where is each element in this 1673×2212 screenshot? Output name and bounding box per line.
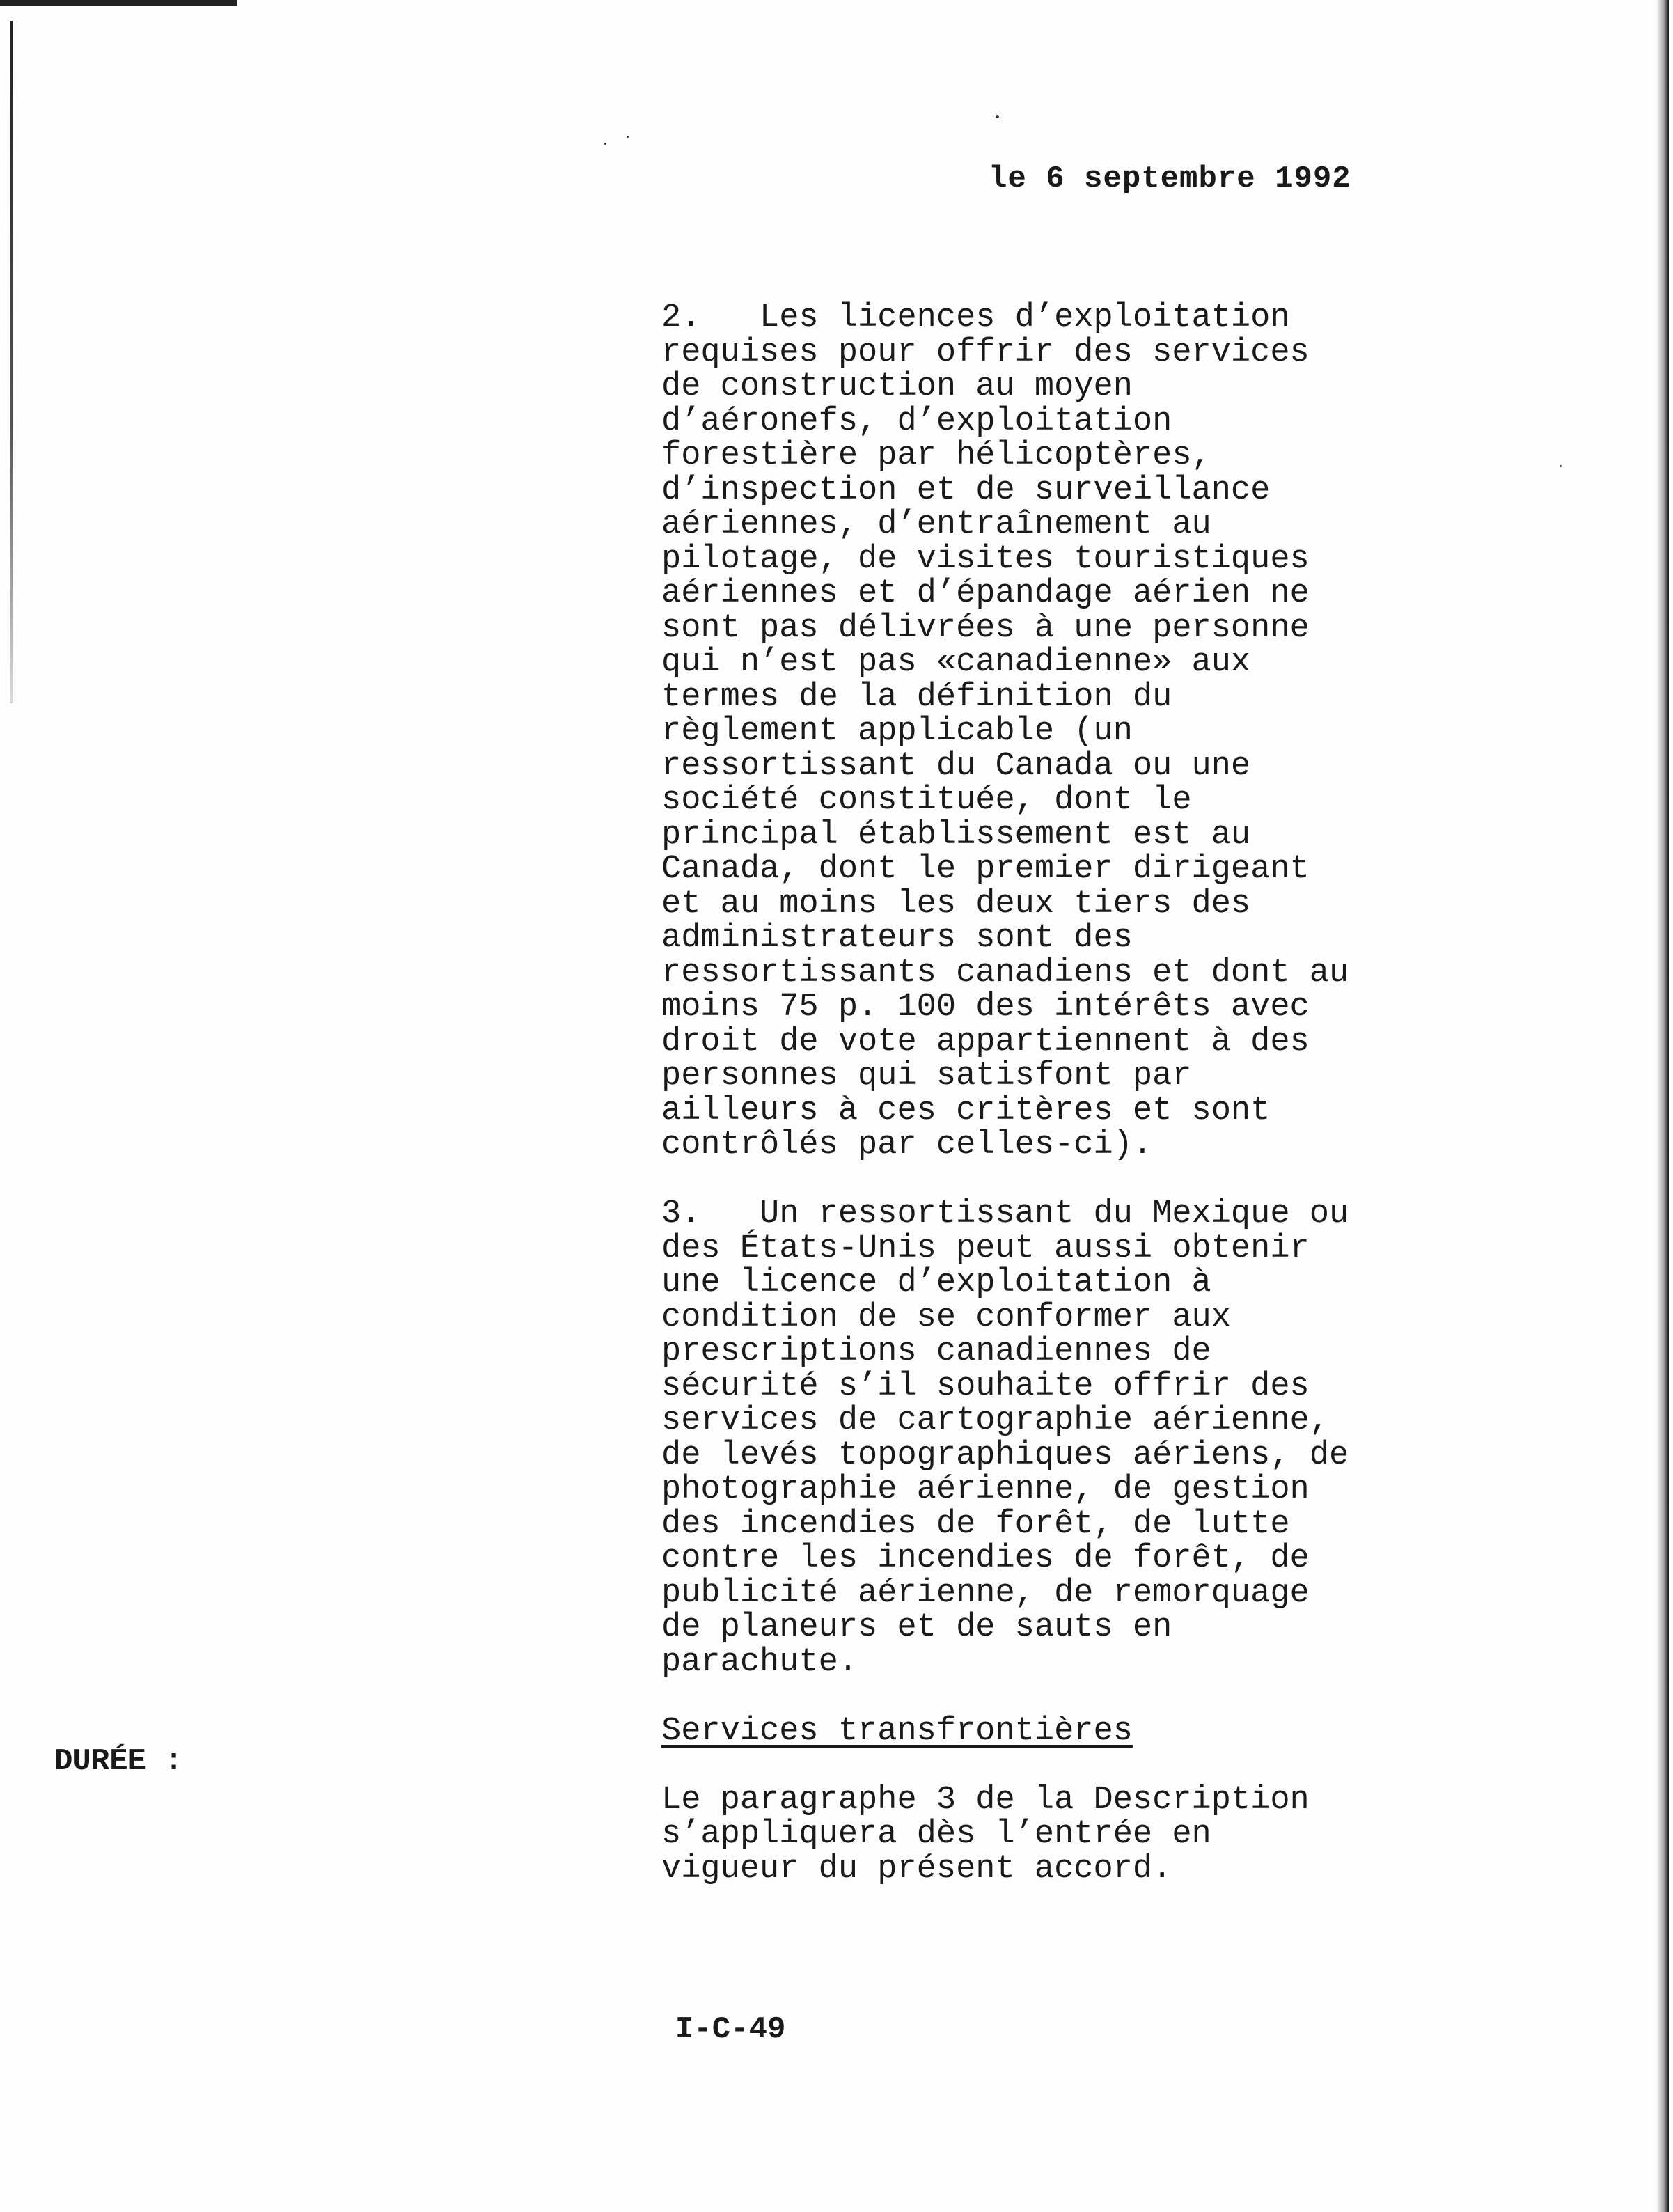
text-line: 2. Les licences d’exploitation: [661, 299, 1290, 336]
scan-speck: [604, 143, 606, 145]
text-line: condition de se conformer aux: [661, 1299, 1231, 1336]
main-text-column: [661, 301, 1427, 1921]
text-line: règlement applicable (un: [661, 713, 1133, 750]
text-line: services de cartographie aérienne,: [661, 1402, 1329, 1439]
text-line: des incendies de forêt, de lutte: [661, 1505, 1290, 1543]
text-line: contrôlés par celles-ci).: [661, 1127, 1153, 1163]
scan-speck: [996, 115, 999, 118]
duration-label: DURÉE :: [54, 1744, 183, 1779]
text-line: et au moins les deux tiers des: [661, 885, 1251, 923]
text-line: qui n’est pas «canadienne» aux: [661, 644, 1251, 681]
text-line: sont pas délivrées à une personne: [661, 609, 1310, 647]
text-line: Canada, dont le premier dirigeant: [661, 851, 1310, 888]
text-line: prescriptions canadiennes de: [661, 1333, 1211, 1370]
text-line: société constituée, dont le: [661, 782, 1192, 819]
text-line: aériennes, d’entraînement au: [661, 506, 1211, 543]
text-line: de planeurs et de sauts en: [661, 1609, 1172, 1646]
duration-section: [661, 1714, 1427, 1887]
text-line: principal établissement est au: [661, 816, 1251, 854]
text-line: aériennes et d’épandage aérien ne: [661, 575, 1310, 612]
text-line: de construction au moyen: [661, 368, 1133, 405]
scan-speck: [1560, 465, 1562, 467]
scan-speck: [627, 136, 629, 138]
text-line: personnes qui satisfont par: [661, 1058, 1192, 1095]
text-line: s’appliquera dès l’entrée en: [661, 1816, 1211, 1853]
scan-artifact-top: [0, 0, 237, 6]
text-line: moins 75 p. 100 des intérêts avec: [661, 989, 1310, 1026]
text-line: une licence d’exploitation à: [661, 1264, 1211, 1301]
text-line: d’inspection et de surveillance: [661, 471, 1271, 509]
text-line: ressortissants canadiens et dont au: [661, 954, 1349, 991]
text-line: parachute.: [661, 1643, 858, 1681]
text-line: droit de vote appartiennent à des: [661, 1023, 1310, 1060]
text-line: de levés topographiques aériens, de: [661, 1436, 1349, 1474]
text-line: 3. Un ressortissant du Mexique ou: [661, 1195, 1349, 1232]
scan-artifact-left: [10, 21, 13, 703]
page-number: I-C-49: [675, 2012, 786, 2047]
text-line: ressortissant du Canada ou une: [661, 747, 1251, 785]
text-line: termes de la définition du: [661, 678, 1172, 716]
text-line: contre les incendies de forêt, de: [661, 1540, 1310, 1577]
section-heading: Services transfrontières: [661, 1712, 1133, 1750]
text-line: ailleurs à ces critères et sont: [661, 1092, 1271, 1129]
document-date: le 6 septembre 1992: [989, 162, 1351, 196]
text-line: publicité aérienne, de remorquage: [661, 1574, 1310, 1612]
text-line: vigueur du présent accord.: [661, 1850, 1172, 1888]
text-line: forestière par hélicoptères,: [661, 437, 1211, 474]
text-line: requises pour offrir des services: [661, 334, 1310, 371]
text-line: Le paragraphe 3 de la Description: [661, 1781, 1310, 1819]
text-line: d’aéronefs, d’exploitation: [661, 402, 1172, 440]
paragraph-3: [661, 1197, 1427, 1679]
scan-artifact-right: [1656, 0, 1669, 2212]
text-line: sécurité s’il souhaite offrir des: [661, 1367, 1310, 1405]
text-line: pilotage, de visites touristiques: [661, 540, 1310, 578]
text-line: des États-Unis peut aussi obtenir: [661, 1230, 1310, 1267]
text-line: administrateurs sont des: [661, 920, 1133, 957]
text-line: photographie aérienne, de gestion: [661, 1471, 1310, 1508]
paragraph-2: [661, 301, 1427, 1163]
